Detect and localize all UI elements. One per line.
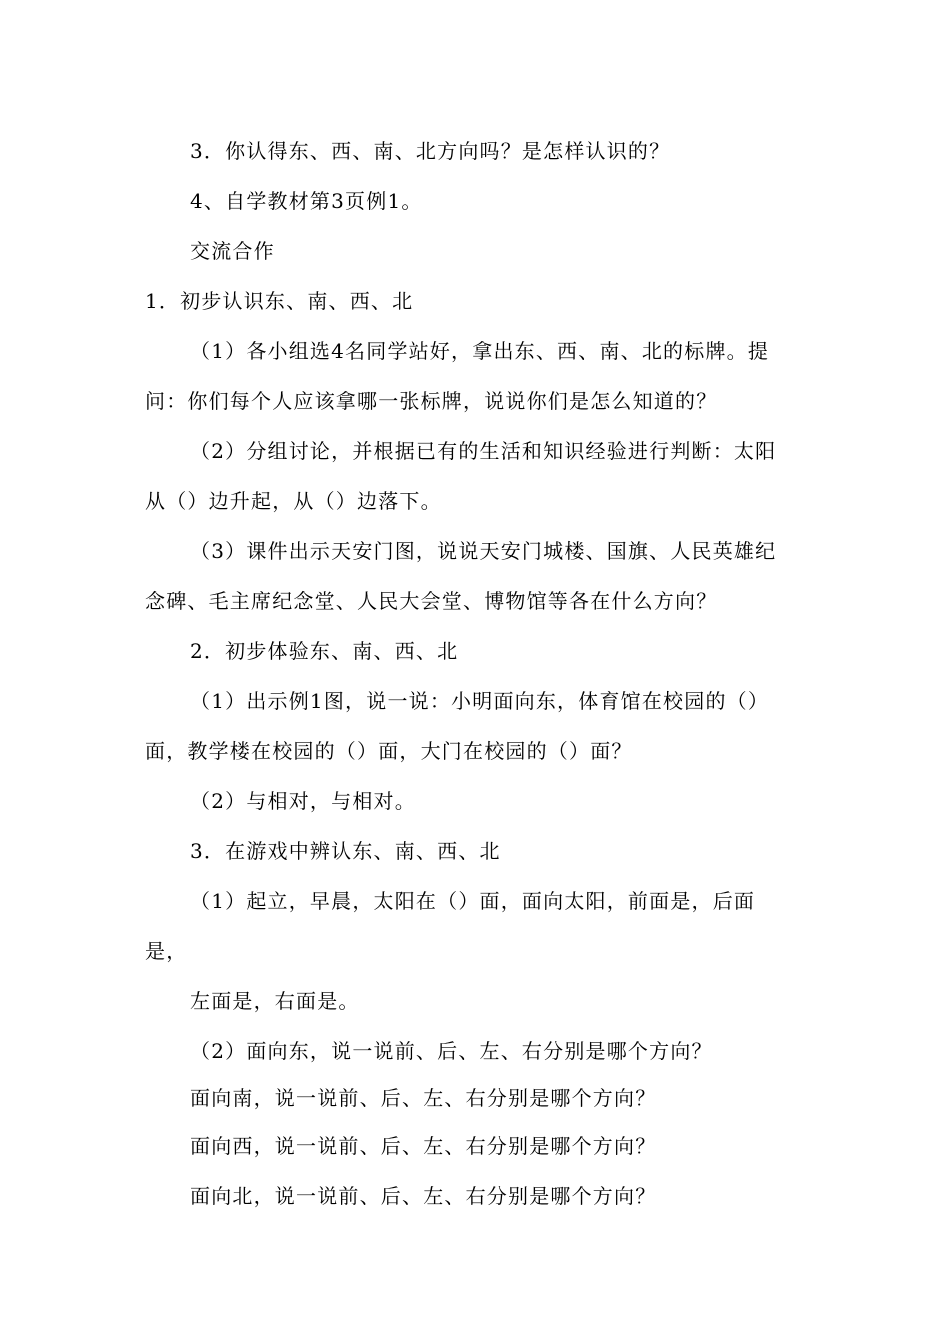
- step-3-item-2-east-line: （2）面向东，说一说前、后、左、右分别是哪个方向？: [190, 1039, 713, 1063]
- step-3-item-2-west-line: 面向西，说一说前、后、左、右分别是哪个方向？: [190, 1134, 657, 1158]
- step-1-item-3-line-b: 念碑、毛主席纪念堂、人民大会堂、博物馆等各在什么方向？: [145, 589, 718, 613]
- step-1-item-1-line-a: （1）各小组选4名同学站好，拿出东、西、南、北的标牌。提: [190, 339, 770, 363]
- step-2-item-1-line-a: （1）出示例1图，说一说：小明面向东，体育馆在校园的（）: [190, 689, 770, 713]
- step-3-item-1-line-b: 是，: [145, 939, 188, 963]
- step-3-item-2-north-line: 面向北，说一说前、后、左、右分别是哪个方向？: [190, 1184, 657, 1208]
- step-2-item-2-line: （2）与相对，与相对。: [190, 789, 416, 813]
- step-1-item-2-line-a: （2）分组讨论，并根据已有的生活和知识经验进行判断：太阳: [190, 439, 777, 463]
- step-3-item-1-line-c: 左面是，右面是。: [190, 989, 360, 1013]
- question-3-line: 3．你认得东、西、南、北方向吗？是怎样认识的？: [190, 139, 671, 163]
- step-1-heading: 1．初步认识东、南、西、北: [145, 289, 414, 313]
- step-1-item-2-line-b: 从（）边升起，从（）边落下。: [145, 489, 442, 513]
- step-3-heading: 3．在游戏中辨认东、南、西、北: [190, 839, 501, 863]
- step-3-item-2-south-line: 面向南，说一说前、后、左、右分别是哪个方向？: [190, 1086, 657, 1110]
- step-2-item-1-line-b: 面，教学楼在校园的（）面，大门在校园的（）面？: [145, 739, 633, 763]
- step-1-item-3-line-a: （3）课件出示天安门图，说说天安门城楼、国旗、人民英雄纪: [190, 539, 777, 563]
- question-4-line: 4、自学教材第3页例1。: [190, 189, 423, 213]
- step-1-item-1-line-b: 问：你们每个人应该拿哪一张标牌，说说你们是怎么知道的？: [145, 389, 718, 413]
- section-heading: 交流合作: [190, 239, 275, 263]
- step-2-heading: 2．初步体验东、南、西、北: [190, 639, 459, 663]
- step-3-item-1-line-a: （1）起立，早晨，太阳在（）面，面向太阳，前面是，后面: [190, 889, 756, 913]
